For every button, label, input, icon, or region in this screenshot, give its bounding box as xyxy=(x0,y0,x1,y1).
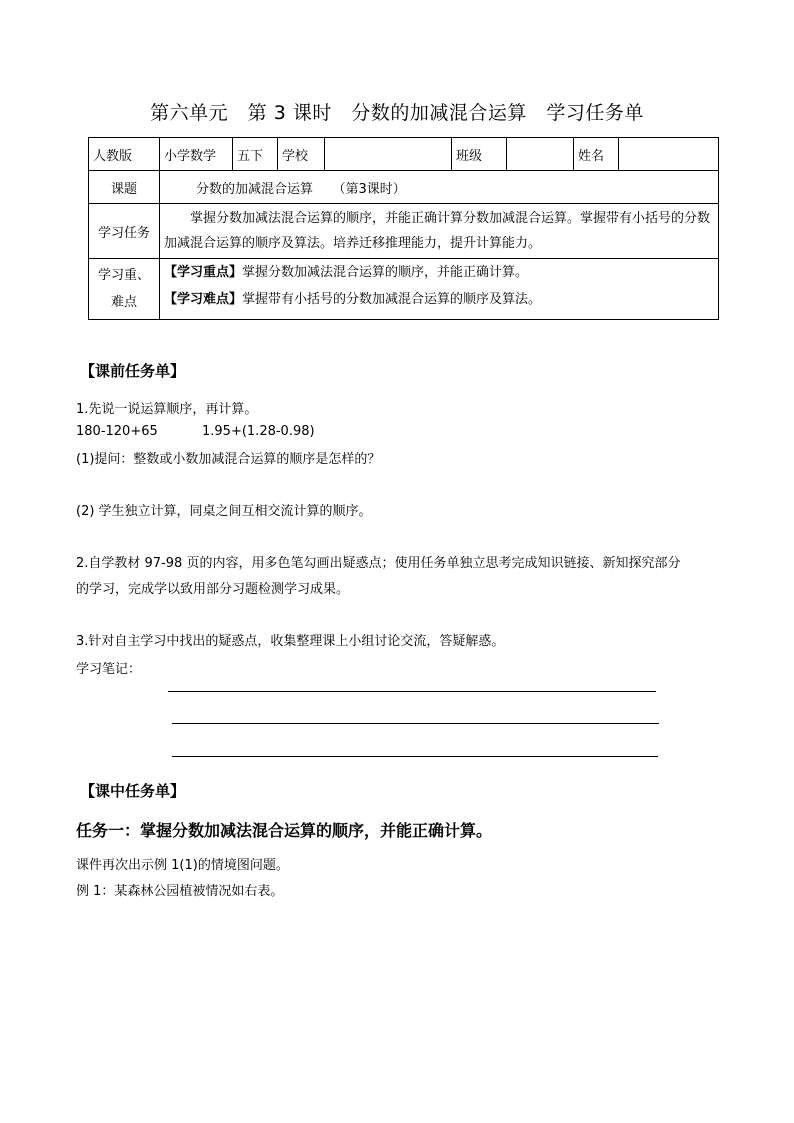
notes-label: 学习笔记： xyxy=(76,662,142,677)
school-field[interactable] xyxy=(325,138,452,171)
notes-line-2[interactable] xyxy=(172,723,659,724)
info-table xyxy=(88,137,719,320)
in-class-line-2: 例 1：某森林公园植被情况如右表。 xyxy=(76,884,284,899)
difficult-point-text: 掌握带有小括号的分数加减混合运算的顺序及算法。 xyxy=(242,292,542,307)
in-class-line-1: 课件再次出示例 1(1)的情境图问题。 xyxy=(76,858,289,873)
name-label: 姓名 xyxy=(574,138,619,171)
notes-line-3[interactable] xyxy=(172,756,658,757)
difficult-point-tag: 【学习难点】 xyxy=(164,292,243,307)
class-label: 班级 xyxy=(452,138,507,171)
question-1-2: (2) 学生独立计算，同桌之间互相交流计算的顺序。 xyxy=(76,504,372,519)
class-field[interactable] xyxy=(507,138,574,171)
kd-label-line2: 难点 xyxy=(110,295,137,310)
name-field[interactable] xyxy=(619,138,719,171)
grade-cell: 五下 xyxy=(233,138,278,171)
table-row xyxy=(89,259,719,320)
page-title: 第六单元 第 3 课时 分数的加减混合运算 学习任务单 xyxy=(150,102,644,124)
question-2-line1: 2.自学教材 97-98 页的内容，用多色笔勾画出疑惑点；使用任务单独立思考完成知识链接、新知探究部分 xyxy=(76,556,681,571)
question-1-1: (1)提问：整数或小数加减混合运算的顺序是怎样的？ xyxy=(76,452,381,467)
key-point-line xyxy=(164,259,714,286)
table-row xyxy=(89,171,719,204)
key-difficult-value xyxy=(160,259,719,320)
kd-label-line1: 学习重、 xyxy=(97,268,150,283)
expression-2: 1.95+(1.28-0.98) xyxy=(202,424,315,439)
table-row xyxy=(89,204,719,259)
topic-value: 分数的加减混合运算 （第3课时） xyxy=(160,171,719,204)
question-1: 1.先说一说运算顺序，再计算。 xyxy=(76,402,258,417)
table-row xyxy=(89,138,719,171)
edition-cell: 人教版 xyxy=(89,138,160,171)
subject-cell: 小学数学 xyxy=(160,138,233,171)
key-point-tag: 【学习重点】 xyxy=(164,265,243,280)
expression-1: 180-120+65 xyxy=(76,424,158,439)
in-class-header: 【课中任务单】 xyxy=(80,782,186,800)
key-point-text: 掌握分数加减法混合运算的顺序，并能正确计算。 xyxy=(242,265,529,280)
pre-class-header: 【课前任务单】 xyxy=(80,362,186,380)
school-label: 学校 xyxy=(278,138,325,171)
question-2-line2: 的学习，完成学以致用部分习题检测学习成果。 xyxy=(76,582,350,597)
question-3: 3.针对自主学习中找出的疑惑点，收集整理课上小组讨论交流，答疑解惑。 xyxy=(76,634,505,649)
task-value: 掌握分数加减法混合运算的顺序，并能正确计算分数加减混合运算。掌握带有小括号的分数加减混合运算的顺序及算法。培养迁移推理能力，提升计算能力。 xyxy=(160,204,719,259)
notes-line-1[interactable] xyxy=(168,691,656,692)
key-difficult-label xyxy=(89,259,160,320)
task-1-heading: 任务一：掌握分数加减法混合运算的顺序，并能正确计算。 xyxy=(76,821,493,840)
topic-label: 课题 xyxy=(89,171,160,204)
difficult-point-line xyxy=(164,286,714,313)
task-label: 学习任务 xyxy=(89,204,160,259)
